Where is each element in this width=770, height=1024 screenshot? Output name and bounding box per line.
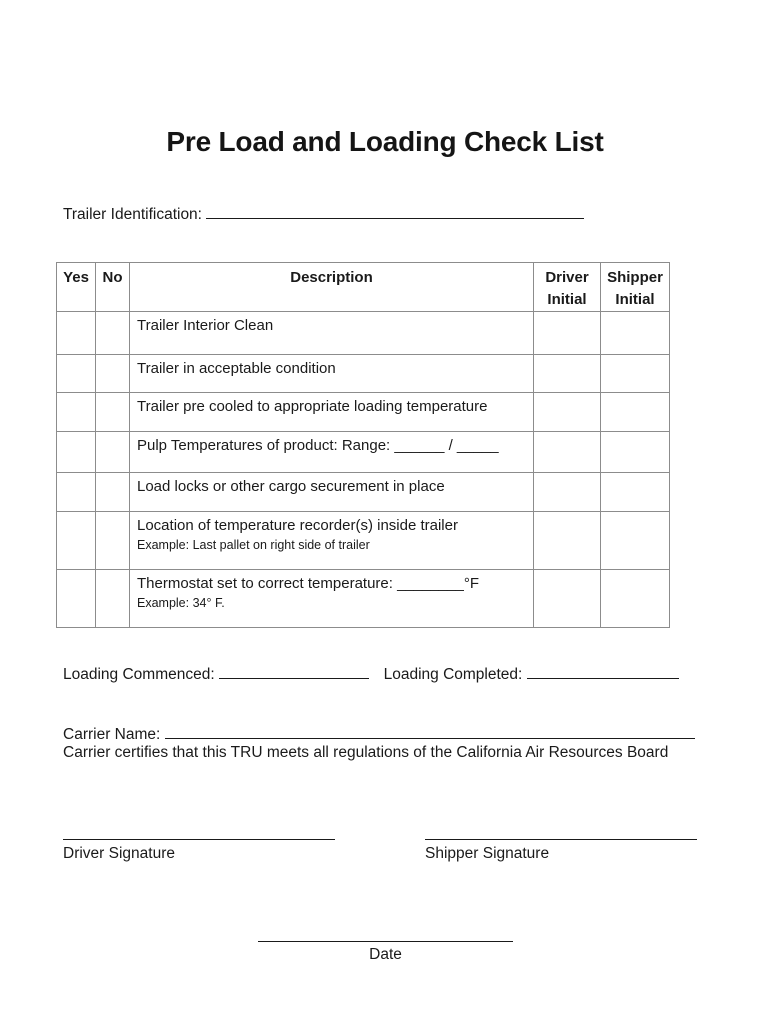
carrier-certification-text: Carrier certifies that this TRU meets all regulations of the California Air Resources Board (63, 744, 669, 761)
no-checkbox-cell[interactable] (96, 432, 130, 473)
carrier-name-label: Carrier Name: (63, 726, 161, 743)
description-cell (130, 512, 534, 570)
date-label: Date (369, 946, 402, 963)
table-row (57, 432, 670, 473)
yes-column-header: Yes (57, 263, 96, 312)
description-cell (130, 312, 534, 355)
shipper-header-line1: Shipper (607, 269, 663, 286)
shipper-initial-cell[interactable] (601, 473, 670, 512)
loading-commenced-label: Loading Commenced: (63, 666, 215, 683)
shipper-initial-cell[interactable] (601, 355, 670, 393)
loading-times-row (63, 662, 679, 684)
checklist-table (56, 262, 670, 628)
yes-checkbox-cell[interactable] (57, 312, 96, 355)
yes-checkbox-cell[interactable] (57, 393, 96, 432)
shipper-signature-label: Shipper Signature (425, 845, 550, 862)
yes-checkbox-cell[interactable] (57, 512, 96, 570)
row-example: Example: 34° F. (137, 596, 225, 610)
no-checkbox-cell[interactable] (96, 312, 130, 355)
no-checkbox-cell[interactable] (96, 355, 130, 393)
shipper-initial-column-header (601, 263, 670, 312)
description-cell (130, 473, 534, 512)
row-description: Thermostat set to correct temperature: ________°F (137, 575, 479, 592)
row-description: Location of temperature recorder(s) inside trailer (137, 517, 458, 534)
shipper-initial-cell[interactable] (601, 570, 670, 628)
table-row (57, 570, 670, 628)
description-column-header: Description (130, 263, 534, 312)
driver-header-line1: Driver (545, 269, 589, 286)
description-cell (130, 393, 534, 432)
page-title: Pre Load and Loading Check List (166, 126, 604, 157)
yes-checkbox-cell[interactable] (57, 473, 96, 512)
table-row (57, 355, 670, 393)
row-example: Example: Last pallet on right side of trailer (137, 538, 370, 552)
row-description: Pulp Temperatures of product: Range: ______ / _____ (137, 437, 499, 454)
shipper-initial-cell[interactable] (601, 432, 670, 473)
driver-header-line2: Initial (547, 291, 587, 308)
yes-checkbox-cell[interactable] (57, 570, 96, 628)
carrier-name-row (63, 722, 695, 744)
table-row (57, 312, 670, 355)
description-cell (130, 570, 534, 628)
shipper-header-line2: Initial (615, 291, 655, 308)
driver-initial-cell[interactable] (534, 355, 601, 393)
carrier-name-field[interactable] (165, 722, 695, 739)
table-row (57, 393, 670, 432)
table-row (57, 473, 670, 512)
shipper-signature-line[interactable] (425, 839, 697, 840)
row-description: Load locks or other cargo securement in place (137, 478, 445, 495)
no-checkbox-cell[interactable] (96, 393, 130, 432)
no-checkbox-cell[interactable] (96, 473, 130, 512)
yes-checkbox-cell[interactable] (57, 355, 96, 393)
trailer-identification-field[interactable] (206, 202, 584, 219)
shipper-initial-cell[interactable] (601, 512, 670, 570)
trailer-identification-row (63, 202, 584, 224)
driver-initial-column-header (534, 263, 601, 312)
driver-initial-cell[interactable] (534, 473, 601, 512)
trailer-identification-label: Trailer Identification: (63, 206, 202, 223)
driver-signature-line[interactable] (63, 839, 335, 840)
driver-initial-cell[interactable] (534, 570, 601, 628)
description-cell (130, 432, 534, 473)
table-row (57, 512, 670, 570)
loading-completed-field[interactable] (527, 662, 679, 679)
row-description: Trailer in acceptable condition (137, 360, 336, 377)
driver-initial-cell[interactable] (534, 312, 601, 355)
yes-checkbox-cell[interactable] (57, 432, 96, 473)
description-cell (130, 355, 534, 393)
driver-initial-cell[interactable] (534, 432, 601, 473)
driver-initial-cell[interactable] (534, 512, 601, 570)
loading-completed-label: Loading Completed: (383, 666, 523, 683)
no-checkbox-cell[interactable] (96, 570, 130, 628)
shipper-initial-cell[interactable] (601, 312, 670, 355)
loading-commenced-field[interactable] (219, 662, 369, 679)
no-column-header: No (96, 263, 130, 312)
driver-signature-label: Driver Signature (63, 845, 175, 862)
row-description: Trailer Interior Clean (137, 317, 274, 334)
row-description: Trailer pre cooled to appropriate loading temperature (137, 398, 488, 415)
driver-initial-cell[interactable] (534, 393, 601, 432)
date-line[interactable] (258, 941, 513, 942)
no-checkbox-cell[interactable] (96, 512, 130, 570)
shipper-initial-cell[interactable] (601, 393, 670, 432)
checklist-header-row (57, 263, 670, 312)
